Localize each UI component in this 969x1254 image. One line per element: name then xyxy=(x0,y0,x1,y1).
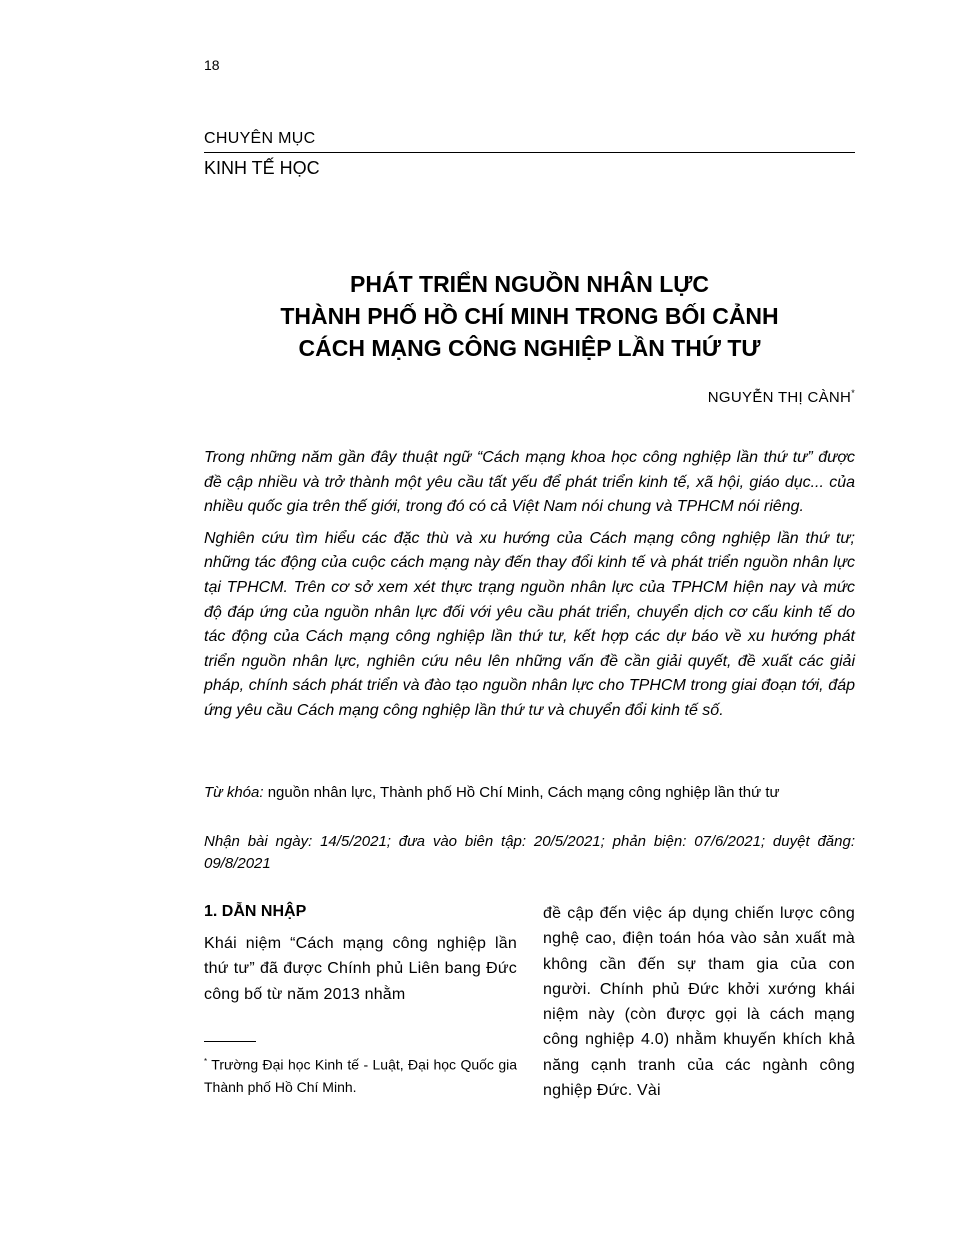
footnote-text: Trường Đại học Kinh tế - Luật, Đại học Quốc gia Thành phố Hồ Chí Minh. xyxy=(204,1056,518,1095)
section-name: KINH TẾ HỌC xyxy=(204,158,320,178)
page-number: 18 xyxy=(204,57,220,73)
footnote-mark: * xyxy=(204,1057,208,1066)
left-column xyxy=(204,901,517,1007)
footnote-rule xyxy=(204,1041,256,1042)
abstract xyxy=(204,446,855,731)
footnote xyxy=(204,1051,517,1098)
abstract-paragraph: Trong những năm gần đây thuật ngữ “Cách mạng khoa học công nghiệp lần thứ tư” được đề cập nhiều và trở thành một yêu cầu tất yếu để phát triển kinh tế, xã hội, giáo dục... của nhiều quốc gia trên thế giới, trong đó có cả Việt Nam nói chung và TPHCM nói riêng. xyxy=(204,449,855,516)
body-paragraph: đề cập đến việc áp dụng chiến lược công nghệ cao, điện toán hóa vào sản xuất mà không cần đến sự tham gia của con người. Chính phủ Đức khởi xướng khái niệm này (còn được gọi là cách mạng công nghiệp 4.0) nhằm khuyến khích khả năng cạnh tranh của các ngành công nghiệp Đức. Vài xyxy=(543,905,855,1100)
keywords-text: nguồn nhân lực, Thành phố Hồ Chí Minh, Cách mạng công nghiệp lần thứ tư xyxy=(267,784,780,801)
title-line: CÁCH MẠNG CÔNG NGHIỆP LẦN THỨ TƯ xyxy=(298,335,761,361)
author-name: NGUYỄN THỊ CÀNH xyxy=(707,389,852,406)
keywords-label: Từ khóa: xyxy=(204,784,264,801)
abstract-paragraph: Nghiên cứu tìm hiểu các đặc thù và xu hướng của Cách mạng công nghiệp lần thứ tư; những tác động của cuộc cách mạng này đến thay đổi kinh tế và phát triển nguồn nhân lực tại TPHCM. Trên cơ sở xem xét thực trạng nguồn nhân lực của TPHCM hiện nay và mức độ đáp ứng của nguồn nhân lực đối với yêu cầu phát triển, chuyển dịch cơ cấu kinh tế do tác động của Cách mạng công nghiệp lần thứ tư, kết hợp các dự báo về xu hướng phát triển nguồn nhân lực, nghiên cứu nêu lên những vấn đề cần giải quyết, đề xuất các giải pháp, chính sách phát triển và đào tạo nguồn nhân lực cho TPHCM trong giai đoạn tới, đáp ứng yêu cầu Cách mạng công nghiệp lần thứ tư và chuyển đổi kinh tế số. xyxy=(204,529,855,719)
author-footnote-mark: * xyxy=(851,388,855,398)
title-line: THÀNH PHỐ HỒ CHÍ MINH TRONG BỐI CẢNH xyxy=(280,303,779,329)
article-title xyxy=(204,268,855,364)
body-paragraph: Khái niệm “Cách mạng công nghiệp lần thứ tư” đã được Chính phủ Liên bang Đức công bố từ năm 2013 nhằm xyxy=(204,935,517,1003)
author xyxy=(708,388,855,406)
title-line: PHÁT TRIỂN NGUỒN NHÂN LỰC xyxy=(350,271,709,297)
section-heading: 1. DẪN NHẬP xyxy=(204,903,307,920)
received-dates: Nhận bài ngày: 14/5/2021; đưa vào biên tập: 20/5/2021; phản biện: 07/6/2021; duyệt đăng: 09/8/2021 xyxy=(204,833,855,872)
header-rule xyxy=(204,152,855,153)
section-label: CHUYÊN MỤC xyxy=(204,130,316,147)
keywords xyxy=(204,782,855,804)
right-column xyxy=(543,901,855,1103)
